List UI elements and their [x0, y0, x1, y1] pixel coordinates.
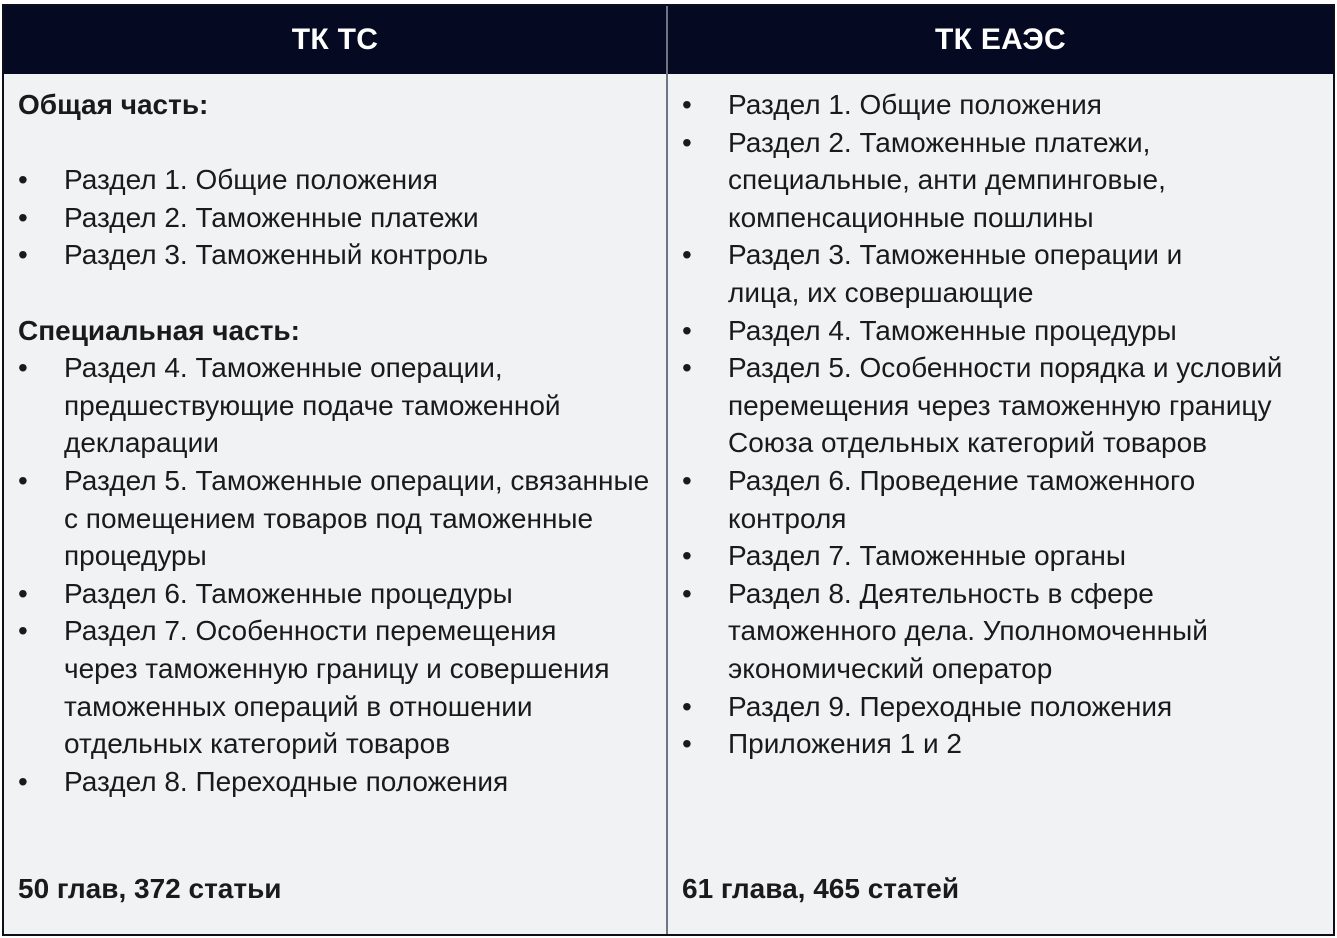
bullet: • [682, 728, 692, 760]
list-item: • Раздел 7. Таможенные органы [682, 537, 1325, 575]
special-part-list [18, 349, 658, 800]
tk-ts-summary: 50 глав, 372 статьи [18, 873, 282, 905]
list-item: • Раздел 1. Общие положения [682, 86, 1325, 124]
column-tk-ts [4, 74, 668, 934]
list-item: • Раздел 4. Таможенные процедуры [682, 312, 1325, 350]
bullet: • [18, 164, 28, 196]
bullet: • [18, 577, 28, 609]
list-item: • Раздел 6. Таможенные процедуры [18, 575, 658, 613]
list-item: • Раздел 2. Таможенные платежи, специальные, анти демпинговые, компенсационные пошлины [682, 124, 1325, 237]
bullet: • [18, 464, 28, 496]
list-item: • Приложения 1 и 2 [682, 725, 1325, 763]
bullet: • [682, 540, 692, 572]
special-part-title: Специальная часть: [18, 314, 300, 346]
bullet: • [682, 690, 692, 722]
list-item: • Раздел 5. Таможенные операции, связанные с помещением товаров под таможенные процедуры [18, 462, 658, 575]
tk-eaeu-summary: 61 глава, 465 статей [682, 873, 960, 905]
bullet: • [18, 239, 28, 271]
general-part-title: Общая часть: [18, 89, 209, 120]
bullet: • [18, 615, 28, 647]
header-tk-ts: ТК ТС [4, 6, 668, 74]
bullet: • [682, 314, 692, 346]
list-item: • Раздел 5. Особенности порядка и условий перемещения через таможенную границу Союза отдельных категорий товаров [682, 349, 1325, 462]
bullet: • [682, 89, 692, 120]
bullet: • [18, 352, 28, 384]
list-item: • Раздел 6. Проведение таможенного контроля [682, 462, 1325, 537]
general-part-list [18, 161, 658, 274]
bullet: • [682, 577, 692, 609]
comparison-table [2, 4, 1335, 936]
list-item: • Раздел 3. Таможенные операции и лица, их совершающие [682, 236, 1325, 311]
bullet: • [682, 352, 692, 384]
list-item: • Раздел 2. Таможенные платежи [18, 199, 658, 237]
bullet: • [682, 239, 692, 271]
eaeu-section-list [682, 86, 1325, 763]
bullet: • [18, 765, 28, 797]
bullet: • [682, 464, 692, 496]
list-item: • Раздел 8. Деятельность в сфере таможенного дела. Уполномоченный экономический оператор [682, 575, 1325, 688]
list-item: • Раздел 7. Особенности перемещения через таможенную границу и совершения таможенных операций в отношении отдельных категорий товаров [18, 612, 658, 762]
bullet: • [18, 201, 28, 233]
list-item: • Раздел 1. Общие положения [18, 161, 658, 199]
list-item: • Раздел 4. Таможенные операции, предшествующие подаче таможенной декларации [18, 349, 658, 462]
list-item: • Раздел 3. Таможенный контроль [18, 236, 658, 274]
bullet: • [682, 126, 692, 158]
column-tk-eaeu [668, 74, 1333, 934]
list-item: • Раздел 8. Переходные положения [18, 763, 658, 801]
list-item: • Раздел 9. Переходные положения [682, 688, 1325, 726]
header-tk-eaeu: ТК ЕАЭС [668, 6, 1333, 74]
